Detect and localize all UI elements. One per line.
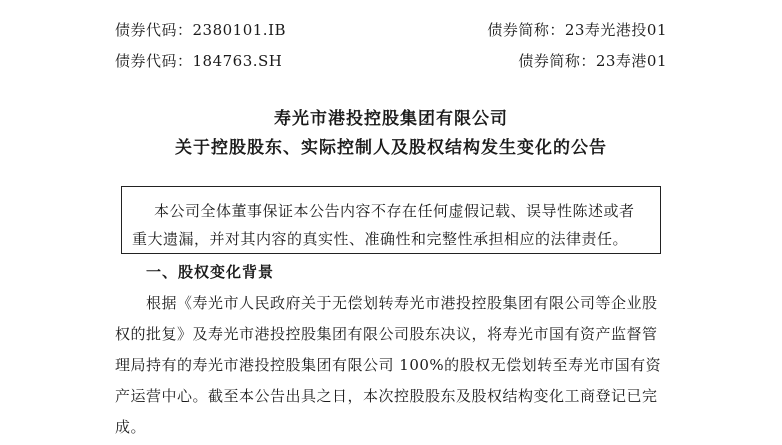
section-heading: 一、股权变化背景 <box>146 263 275 281</box>
section-body <box>115 288 675 443</box>
board-guarantee-notice-box <box>121 186 661 254</box>
bond-short-name-1: 债券简称：23寿光港投01 <box>487 21 667 39</box>
bond-code-1: 债券代码：2380101.IB <box>115 21 287 39</box>
bond-code-2: 债券代码：184763.SH <box>115 52 283 70</box>
body-line: 根据《寿光市人民政府关于无偿划转寿光市港投控股集团有限公司等企业股 <box>146 294 658 312</box>
bond-short-name-2: 债券简称：23寿港01 <box>518 52 667 70</box>
bond-code-row-1 <box>115 19 667 40</box>
body-line: 成。 <box>115 418 147 436</box>
body-line: 产运营中心。截至本公告出具之日，本次控股股东及股权结构变化工商登记已完 <box>115 387 658 405</box>
company-title: 寿光市港投控股集团有限公司 <box>274 109 508 129</box>
announcement-title: 关于控股股东、实际控制人及股权结构发生变化的公告 <box>175 138 607 158</box>
bond-code-row-2 <box>115 50 667 71</box>
body-line: 权的批复》及寿光市港投控股集团有限公司股东决议，将寿光市国有资产监督管 <box>115 325 658 343</box>
body-line: 理局持有的寿光市港投控股集团有限公司 100%的股权无偿划转至寿光市国有资 <box>115 356 662 374</box>
notice-line-2: 重大遗漏，并对其内容的真实性、准确性和完整性承担相应的法律责任。 <box>132 230 629 248</box>
notice-line-1: 本公司全体董事保证本公告内容不存在任何虚假记载、误导性陈述或者 <box>154 202 635 220</box>
